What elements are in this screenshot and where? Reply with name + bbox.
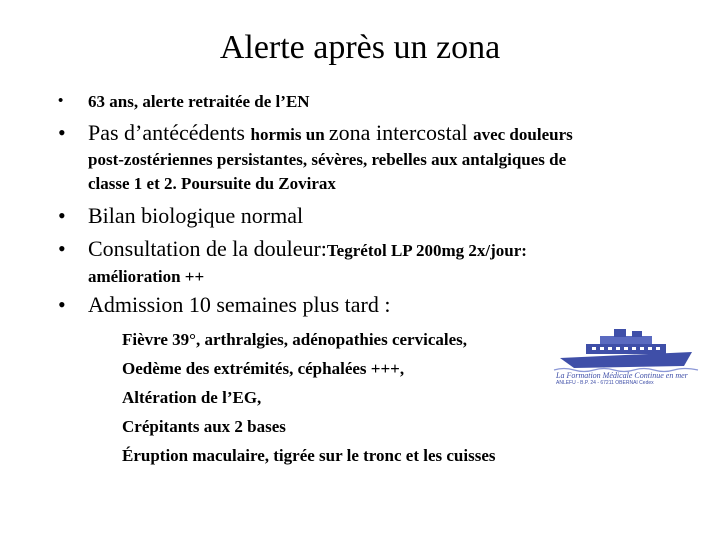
bullet-text-line — [88, 236, 527, 262]
bullet-lead: Consultation de la douleur: — [88, 236, 327, 261]
bullet-marker: • — [58, 93, 64, 109]
bullet-marker: • — [58, 203, 66, 228]
symptom-line: Fièvre 39°, arthralgies, adénopathies cervicales, — [122, 330, 467, 349]
logo-address: ANLEFU - B.P. 24 - 67211 OBERNAI Cedex — [556, 380, 654, 384]
symptom-line: Crépitants aux 2 bases — [122, 417, 286, 436]
bullet-mid-big: zona intercostal — [328, 120, 474, 145]
bullet-text: Bilan biologique normal — [88, 203, 304, 228]
bullet-continuation: amélioration ++ — [88, 267, 205, 286]
symptom-line: Éruption maculaire, tigrée sur le tronc et les cuisses — [122, 446, 496, 465]
bullet-tail-small: avec douleurs — [473, 125, 573, 144]
slide-title: Alerte après un zona — [219, 29, 501, 66]
symptom-line: Oedème des extrémités, céphalées +++, — [122, 359, 405, 378]
symptom-line: Altération de l’EG, — [122, 388, 262, 407]
bullet-text: Admission 10 semaines plus tard : — [88, 292, 391, 317]
ship-icon — [552, 322, 702, 384]
bullet-continuation: classe 1 et 2. Poursuite du Zovirax — [88, 174, 336, 193]
bullet-mid-small: hormis un — [250, 125, 329, 144]
bullet-text-line — [88, 120, 573, 146]
bullet-tail-small: Tegrétol LP 200mg 2x/jour: — [326, 241, 527, 260]
bullet-marker: • — [58, 292, 66, 317]
logo-caption: La Formation Médicale Continue en mer — [556, 371, 688, 380]
bullet-lead: Pas d’antécédents — [88, 120, 251, 145]
formation-medicale-logo — [552, 322, 702, 384]
bullet-marker: • — [58, 120, 66, 145]
bullet-marker: • — [58, 236, 66, 261]
bullet-text: 63 ans, alerte retraitée de l’EN — [88, 92, 310, 111]
bullet-continuation: post-zostériennes persistantes, sévères, rebelles aux antalgiques de — [88, 150, 567, 169]
